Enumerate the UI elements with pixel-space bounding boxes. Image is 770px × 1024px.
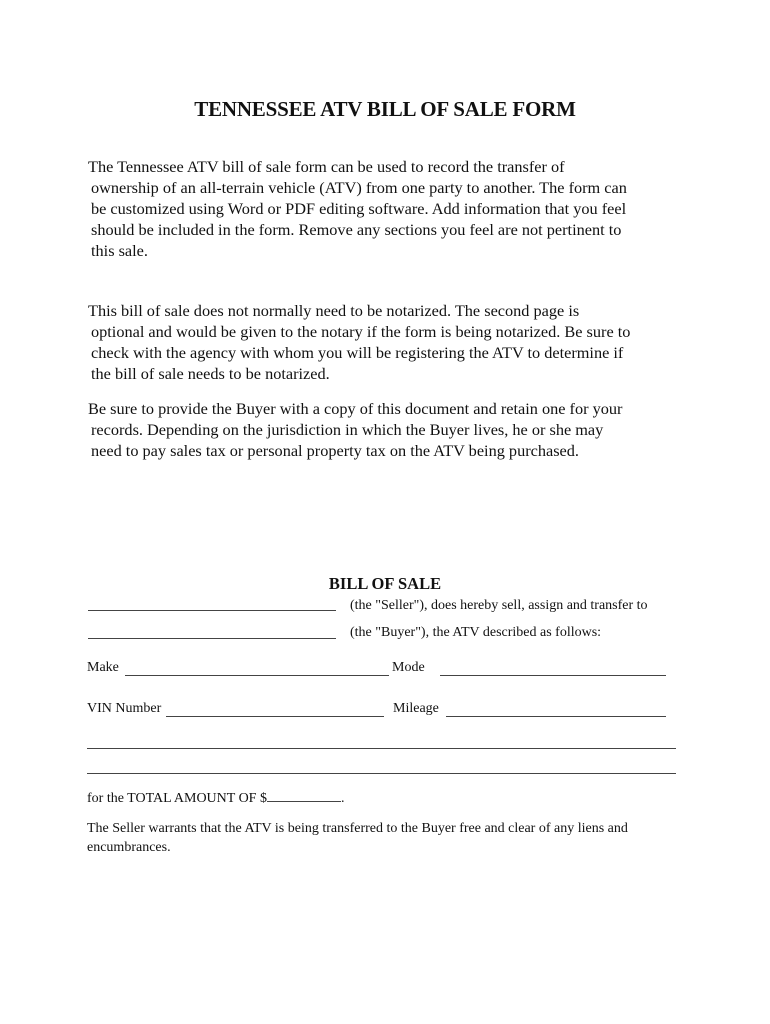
total-amount-row — [87, 787, 344, 807]
paragraph-line: need to pay sales tax or personal property tax on the ATV being purchased. — [91, 441, 579, 460]
model-field[interactable] — [440, 675, 666, 676]
paragraph-line: records. Depending on the jurisdiction in which the Buyer lives, he or she may — [91, 420, 604, 439]
buyer-name-field[interactable] — [88, 638, 336, 639]
bill-of-sale-heading: BILL OF SALE — [328, 574, 442, 593]
total-amount-field[interactable] — [267, 787, 341, 802]
buyer-clause: (the "Buyer"), the ATV described as follows: — [350, 625, 602, 640]
paragraph-line: This bill of sale does not normally need to be notarized. The second page is — [88, 301, 580, 320]
paragraph-line: should be included in the form. Remove any sections you feel are not pertinent to — [91, 220, 622, 239]
paragraph-line: the bill of sale needs to be notarized. — [91, 364, 330, 383]
intro-paragraph-3 — [88, 398, 688, 461]
vin-field[interactable] — [166, 716, 384, 717]
seller-clause: (the "Seller"), does hereby sell, assign and transfer to — [350, 598, 648, 613]
description-line-2[interactable] — [87, 773, 676, 774]
intro-paragraph-1 — [88, 156, 688, 261]
paragraph-line: Be sure to provide the Buyer with a copy of this document and retain one for your — [88, 399, 623, 418]
paragraph-line: optional and would be given to the notary if the form is being notarized. Be sure to — [91, 322, 631, 341]
total-amount-suffix: . — [340, 791, 345, 806]
intro-paragraph-2 — [88, 300, 688, 384]
document-title: TENNESSEE ATV BILL OF SALE FORM — [194, 97, 576, 121]
warranty-line: The Seller warrants that the ATV is being transferred to the Buyer free and clear of any liens and — [87, 821, 628, 836]
model-label: Mode — [392, 660, 425, 675]
description-line-1[interactable] — [87, 748, 676, 749]
total-amount-label: for the TOTAL AMOUNT OF $ — [87, 791, 267, 806]
paragraph-line: this sale. — [91, 241, 148, 260]
make-field[interactable] — [125, 675, 389, 676]
warranty-line: encumbrances. — [87, 840, 171, 855]
warranty-statement — [87, 819, 628, 857]
mileage-field[interactable] — [446, 716, 666, 717]
paragraph-line: The Tennessee ATV bill of sale form can be used to record the transfer of — [88, 157, 565, 176]
make-label: Make — [87, 660, 119, 675]
mileage-label: Mileage — [393, 701, 439, 716]
paragraph-line: check with the agency with whom you will be registering the ATV to determine if — [91, 343, 624, 362]
vin-label: VIN Number — [87, 701, 162, 716]
paragraph-line: ownership of an all-terrain vehicle (ATV) from one party to another. The form can — [91, 178, 627, 197]
paragraph-line: be customized using Word or PDF editing software. Add information that you feel — [91, 199, 627, 218]
seller-name-field[interactable] — [88, 610, 336, 611]
